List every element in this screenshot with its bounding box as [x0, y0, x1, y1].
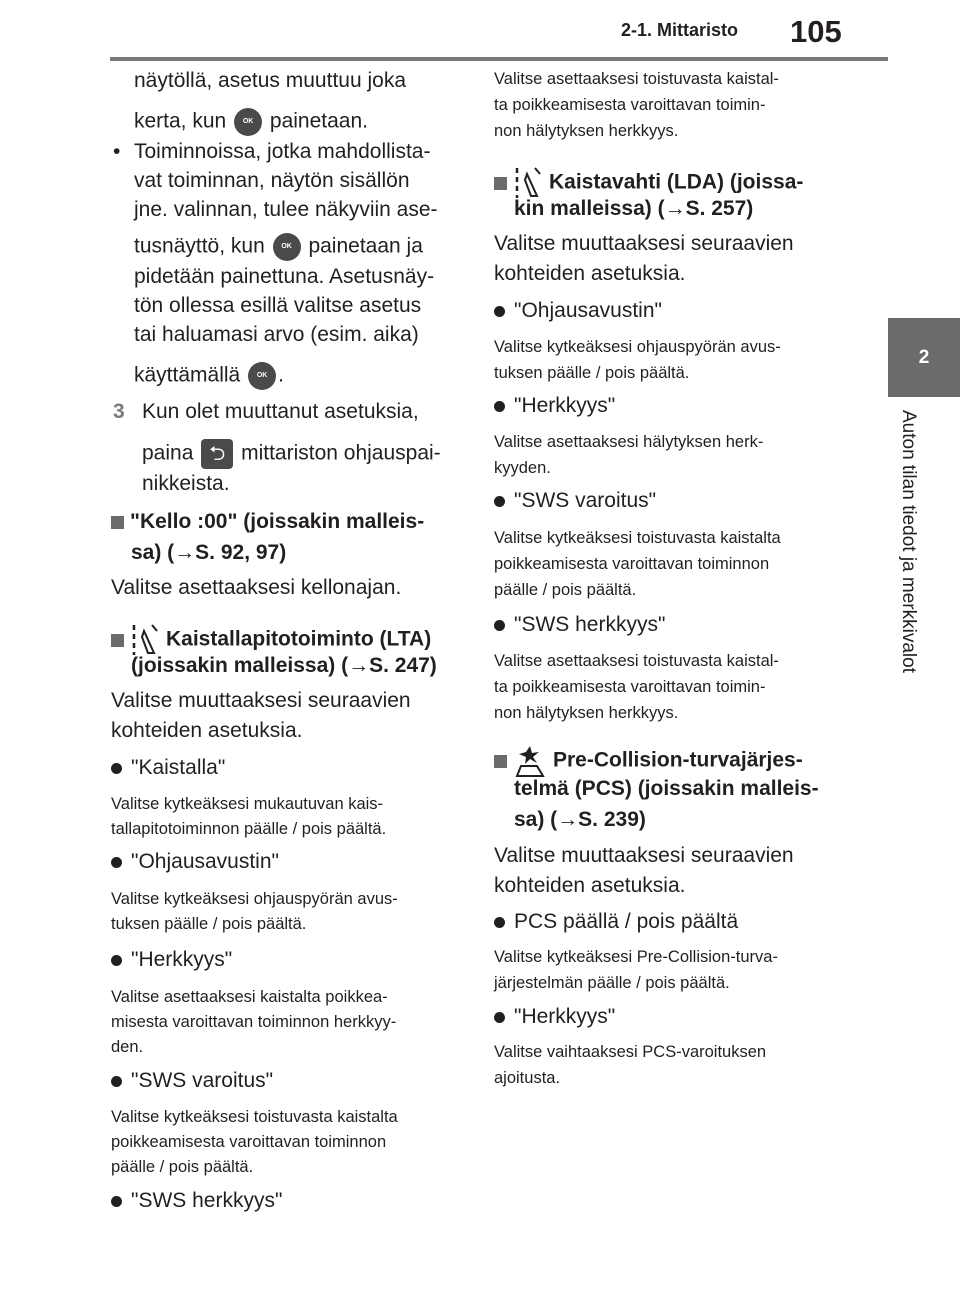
bullet-dot-icon [111, 1196, 122, 1207]
list-item-text: Valitse asettaaksesi kaistalta poikkea- [111, 988, 388, 1006]
paragraph-line: Toiminnoissa, jotka mahdollista- [134, 140, 431, 163]
body-text: kohteiden asetuksia. [494, 262, 686, 285]
chapter-number: 2 [918, 346, 930, 368]
step-line: nikkeista. [142, 472, 230, 495]
lane-assist-icon [130, 623, 160, 657]
pre-collision-icon [513, 744, 547, 778]
list-item-text: Valitse asettaaksesi toistuvasta kaistal- [494, 652, 779, 670]
list-item-title: "SWS herkkyys" [111, 1189, 282, 1213]
bullet-dot-icon [494, 306, 505, 317]
section-heading: telmä (PCS) (joissakin malleis- [514, 777, 819, 800]
list-item-text: Valitse vaihtaaksesi PCS-varoituksen [494, 1043, 767, 1061]
section-title: 2-1. Mittaristo [621, 20, 739, 40]
list-item-title: "SWS varoitus" [111, 1069, 273, 1093]
list-item-text: kyyden. [494, 459, 551, 477]
bullet-dot-icon [111, 763, 122, 774]
back-button-icon: ⮌ [201, 439, 233, 469]
step-line: Kun olet muuttanut asetuksia, [142, 400, 419, 423]
bullet-dot-icon [111, 857, 122, 868]
ok-button-icon: OK [273, 233, 301, 261]
page-number: 105 [790, 14, 842, 49]
bullet-mark: • [113, 140, 121, 163]
list-item-title: "Kaistalla" [111, 756, 225, 780]
chapter-tab [888, 318, 960, 397]
paragraph-line: kerta, kun OK painetaan. [134, 108, 368, 136]
body-text: Valitse muuttaaksesi seuraavien [494, 232, 794, 255]
body-text: Valitse asettaaksesi kellonajan. [111, 576, 402, 599]
bullet-dot-icon [494, 1012, 505, 1023]
bullet-dot-icon [111, 1076, 122, 1087]
paragraph-line: näytöllä, asetus muuttuu joka [134, 69, 406, 92]
section-heading: Kaistallapitotoiminto (LTA) [111, 623, 431, 657]
list-item-title: "Ohjausavustin" [494, 299, 662, 323]
list-item-text: non hälytyksen herkkyys. [494, 122, 679, 140]
body-text: kohteiden asetuksia. [111, 719, 303, 742]
paragraph-line: käyttämällä OK . [134, 362, 284, 390]
ok-button-icon: OK [248, 362, 276, 390]
list-item-text: Valitse asettaaksesi hälytyksen herk- [494, 433, 764, 451]
square-bullet-icon [111, 634, 124, 647]
list-item-text: Valitse asettaaksesi toistuvasta kaistal- [494, 70, 779, 88]
list-item-text: järjestelmän päälle / pois päältä. [494, 974, 730, 992]
list-item-text: Valitse kytkeäksesi Pre-Collision-turva- [494, 948, 778, 966]
list-item-title: "SWS varoitus" [494, 489, 656, 513]
square-bullet-icon [111, 516, 124, 529]
paragraph-line: jne. valinnan, tulee näkyviin ase- [134, 198, 438, 221]
list-item-text: ta poikkeamisesta varoittavan toimin- [494, 96, 766, 114]
lane-assist-icon [513, 166, 543, 200]
bullet-dot-icon [494, 401, 505, 412]
list-item-text: tallapitotoiminnon päälle / pois päältä. [111, 820, 387, 838]
list-item-text: päälle / pois päältä. [494, 581, 637, 599]
bullet-dot-icon [494, 620, 505, 631]
section-heading: sa) (→S. 92, 97) [131, 541, 287, 564]
list-item-text: päälle / pois päältä. [111, 1158, 254, 1176]
list-item-text: Valitse kytkeäksesi toistuvasta kaistalta [494, 529, 781, 547]
ok-button-icon: OK [234, 108, 262, 136]
section-heading: "Kello :00" (joissakin malleis- [111, 510, 424, 534]
list-item-text: den. [111, 1038, 144, 1056]
paragraph-line: tai haluamasi arvo (esim. aika) [134, 323, 419, 346]
section-heading: (joissakin malleissa) (→S. 247) [131, 654, 437, 677]
square-bullet-icon [494, 177, 507, 190]
list-item-text: poikkeamisesta varoittavan toiminnon [494, 555, 770, 573]
bullet-dot-icon [494, 917, 505, 928]
paragraph-line: tön ollessa esillä valitse asetus [134, 294, 422, 317]
list-item-text: ta poikkeamisesta varoittavan toimin- [494, 678, 766, 696]
list-item-title: "Herkkyys" [494, 1005, 615, 1029]
paragraph-line: tusnäyttö, kun OK painetaan ja [134, 233, 423, 261]
list-item-text: ajoitusta. [494, 1069, 561, 1087]
square-bullet-icon [494, 755, 507, 768]
section-heading: Kaistavahti (LDA) (joissa- [494, 166, 803, 200]
paragraph-line: pidetään painettuna. Asetusnäy- [134, 265, 435, 288]
body-text: kohteiden asetuksia. [494, 874, 686, 897]
list-item-text: poikkeamisesta varoittavan toiminnon [111, 1133, 387, 1151]
list-item-text: Valitse kytkeäksesi ohjauspyörän avus- [494, 338, 781, 356]
list-item-text: Valitse kytkeäksesi toistuvasta kaistalta [111, 1108, 398, 1126]
list-item-title: "Herkkyys" [494, 394, 615, 418]
paragraph-line: vat toiminnan, näytön sisällön [134, 169, 410, 192]
step-number: 3 [113, 400, 125, 423]
list-item-text: Valitse kytkeäksesi ohjauspyörän avus- [111, 890, 398, 908]
section-heading: sa) (→S. 239) [514, 808, 646, 831]
bullet-dot-icon [111, 955, 122, 966]
step-line: paina ⮌ mittariston ohjauspai- [142, 439, 441, 469]
list-item-text: tuksen päälle / pois päältä. [494, 364, 690, 382]
list-item-title: "Herkkyys" [111, 948, 232, 972]
chapter-title: Auton tilan tiedot ja merkkivalot [898, 410, 919, 673]
section-heading: Pre-Collision-turvajärjes- [494, 744, 803, 778]
list-item-title: PCS päällä / pois päältä [494, 910, 738, 934]
bullet-dot-icon [494, 496, 505, 507]
body-text: Valitse muuttaaksesi seuraavien [494, 844, 794, 867]
list-item-text: tuksen päälle / pois päältä. [111, 915, 307, 933]
body-text: Valitse muuttaaksesi seuraavien [111, 689, 411, 712]
section-heading: kin malleissa) (→S. 257) [514, 197, 754, 220]
chapter-side-label [893, 410, 923, 710]
header-rule [110, 57, 888, 61]
list-item-text: Valitse kytkeäksesi mukautuvan kais- [111, 795, 384, 813]
list-item-text: non hälytyksen herkkyys. [494, 704, 679, 722]
list-item-text: misesta varoittavan toiminnon herkkyy- [111, 1013, 397, 1031]
list-item-title: "Ohjausavustin" [111, 850, 279, 874]
list-item-title: "SWS herkkyys" [494, 613, 665, 637]
